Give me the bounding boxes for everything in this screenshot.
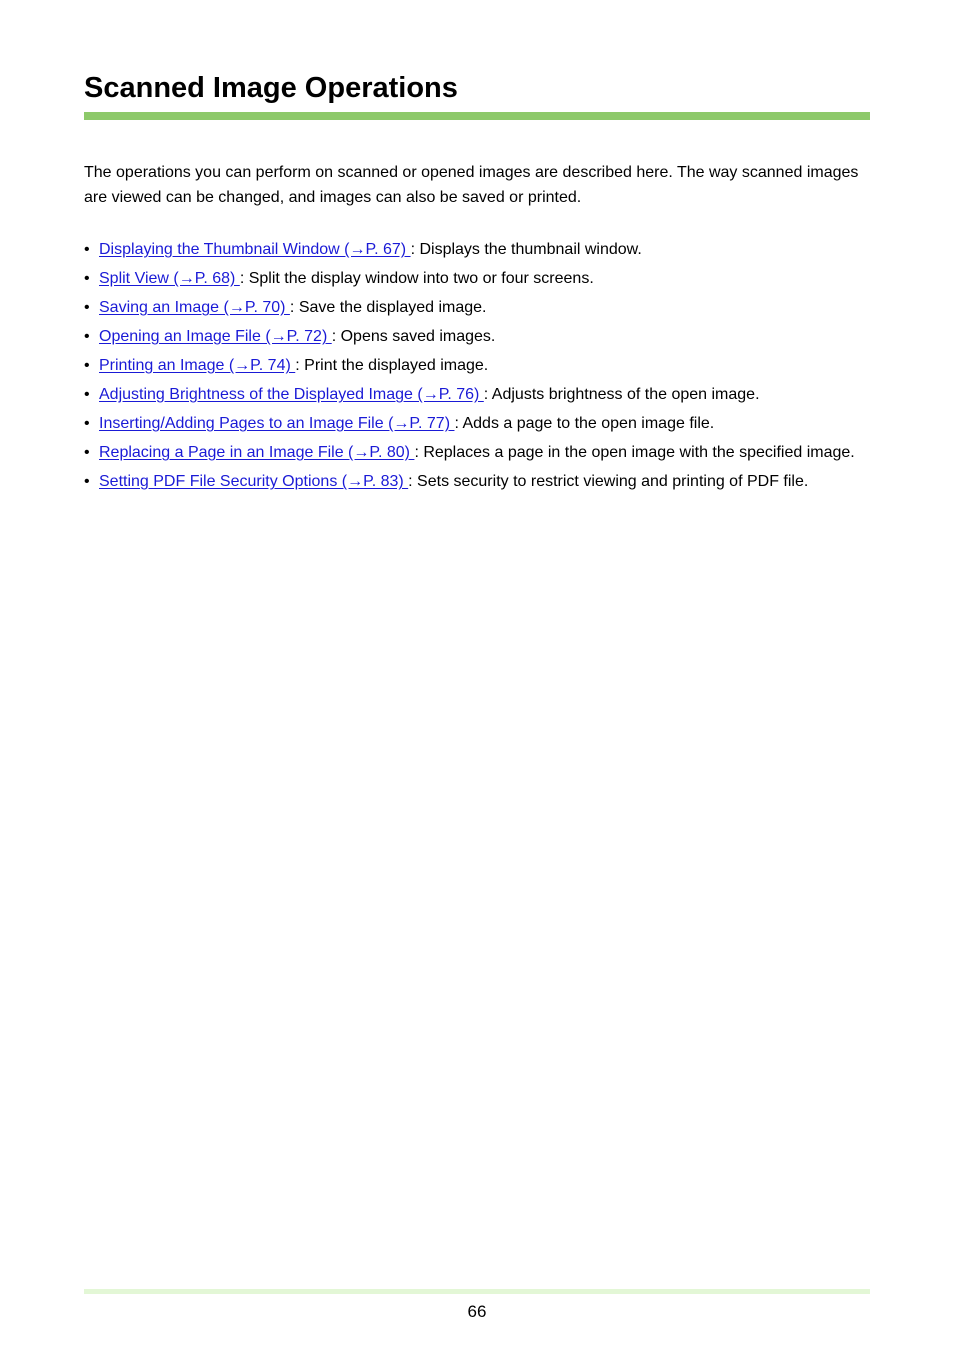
title-underline-bar bbox=[84, 112, 870, 120]
link-printing-image[interactable]: Printing an Image (→P. 74) bbox=[99, 357, 296, 374]
bullet-icon: • bbox=[84, 386, 90, 403]
bullet-icon: • bbox=[84, 270, 90, 287]
bullet-icon: • bbox=[84, 299, 90, 316]
list-item bbox=[84, 441, 874, 465]
link-pdf-security[interactable]: Setting PDF File Security Options (→P. 83) bbox=[99, 473, 409, 490]
link-thumbnail-window[interactable]: Displaying the Thumbnail Window (→P. 67) bbox=[99, 241, 411, 258]
list-item-description: : Sets security to restrict viewing and printing of PDF file. bbox=[408, 473, 809, 490]
list-item bbox=[84, 470, 874, 494]
bullet-icon: • bbox=[84, 415, 90, 432]
footer-rule bbox=[84, 1289, 870, 1294]
bullet-icon: • bbox=[84, 444, 90, 461]
operations-link-list bbox=[84, 238, 874, 499]
bullet-icon: • bbox=[84, 357, 90, 374]
page-number: 66 bbox=[467, 1302, 487, 1321]
list-item bbox=[84, 412, 874, 436]
bullet-icon: • bbox=[84, 473, 90, 490]
list-item bbox=[84, 238, 874, 262]
bullet-icon: • bbox=[84, 328, 90, 345]
list-item bbox=[84, 296, 874, 320]
list-item-description: : Adjusts brightness of the open image. bbox=[483, 386, 760, 403]
list-item bbox=[84, 354, 874, 378]
link-opening-image-file[interactable]: Opening an Image File (→P. 72) bbox=[99, 328, 332, 345]
intro-paragraph: The operations you can perform on scanned or opened images are described here. The way scanned images are viewed can be changed, and images can also be saved or printed. bbox=[84, 164, 859, 206]
link-adjusting-brightness[interactable]: Adjusting Brightness of the Displayed Image (→P. 76) bbox=[99, 386, 484, 403]
bullet-icon: • bbox=[84, 241, 90, 258]
list-item-description: : Replaces a page in the open image with the specified image. bbox=[414, 444, 855, 461]
list-item bbox=[84, 267, 874, 291]
list-item bbox=[84, 383, 874, 407]
link-replacing-page[interactable]: Replacing a Page in an Image File (→P. 80) bbox=[99, 444, 415, 461]
link-inserting-pages[interactable]: Inserting/Adding Pages to an Image File (→P. 77) bbox=[99, 415, 455, 432]
list-item-description: : Print the displayed image. bbox=[295, 357, 489, 374]
list-item bbox=[84, 325, 874, 349]
list-item-description: : Split the display window into two or four screens. bbox=[239, 270, 594, 287]
page-title: Scanned Image Operations bbox=[84, 72, 458, 104]
list-item-description: : Save the displayed image. bbox=[289, 299, 487, 316]
list-item-description: : Adds a page to the open image file. bbox=[454, 415, 715, 432]
list-item-description: : Opens saved images. bbox=[331, 328, 496, 345]
list-item-description: : Displays the thumbnail window. bbox=[410, 241, 642, 258]
link-split-view[interactable]: Split View (→P. 68) bbox=[99, 270, 240, 287]
link-saving-image[interactable]: Saving an Image (→P. 70) bbox=[99, 299, 290, 316]
